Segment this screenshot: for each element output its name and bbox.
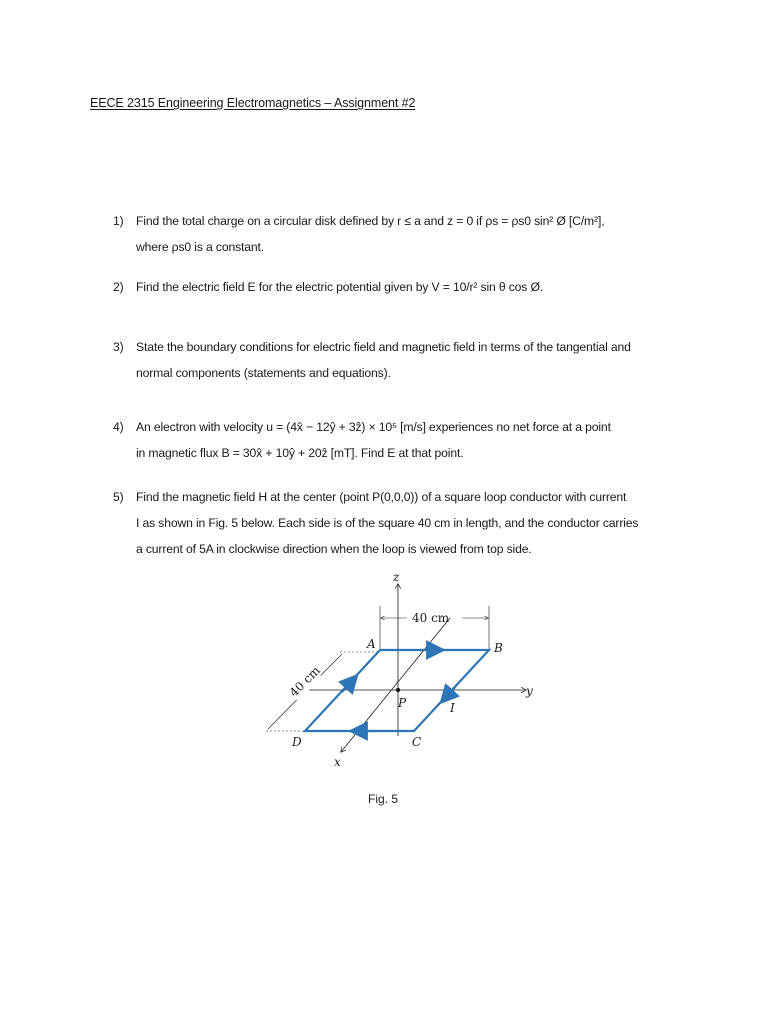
question-text: Find the electric field E for the electric potential given by V = 10/r² sin θ cos Ø.: [136, 280, 544, 294]
corner-label-b: B: [494, 641, 503, 655]
question-4-line-1: [113, 414, 611, 440]
x-axis-label: x: [334, 755, 341, 769]
question-3: [113, 334, 631, 386]
question-5-line-2: I as shown in Fig. 5 below. Each side is of the square 40 cm in length, and the conductor carries: [136, 516, 639, 530]
square-loop-diagram: [250, 566, 550, 776]
question-1-line-2: where ρs0 is a constant.: [136, 240, 264, 254]
question-text: An electron with velocity u = (4x̂ − 12ŷ + 3ẑ) × 10⁵ [m/s] experiences no net force at a point: [136, 420, 611, 434]
question-number: 4): [113, 420, 124, 434]
question-5: [113, 484, 638, 562]
current-arrow-right: [446, 686, 456, 697]
corner-label-a: A: [367, 637, 376, 651]
question-4: [113, 414, 611, 466]
question-2: [113, 274, 543, 300]
question-text: Find the magnetic field H at the center (point P(0,0,0)) of a square loop conductor with current: [136, 490, 627, 504]
question-text: State the boundary conditions for electric field and magnetic field in terms of the tangential and: [136, 340, 631, 354]
corner-label-d: D: [292, 735, 302, 749]
y-axis-label: y: [526, 684, 533, 698]
question-2-line-1: [113, 274, 543, 300]
point-label-p: P: [398, 696, 407, 710]
side-dimension-label: 40 cm: [286, 663, 323, 700]
question-number: 1): [113, 214, 124, 228]
question-1: [113, 208, 604, 260]
question-1-line-1: [113, 208, 604, 234]
question-4-line-2: in magnetic flux B = 30x̂ + 10ŷ + 20ẑ [mT]. Find E at that point.: [136, 446, 464, 460]
z-axis-label: z: [393, 570, 400, 584]
current-label-i: I: [450, 701, 455, 715]
question-3-line-1: [113, 334, 631, 360]
question-number: 5): [113, 490, 124, 504]
question-5-line-3: a current of 5A in clockwise direction when the loop is viewed from top side.: [136, 542, 532, 556]
question-number: 2): [113, 280, 124, 294]
figure-5: [250, 566, 550, 776]
top-dimension-label: 40 cm: [412, 611, 450, 625]
assignment-header: EECE 2315 Engineering Electromagnetics – Assignment #2: [90, 96, 416, 110]
question-5-line-1: [113, 484, 638, 510]
figure-caption: Fig. 5: [368, 792, 399, 806]
question-number: 3): [113, 340, 124, 354]
question-text: Find the total charge on a circular disk defined by r ≤ a and z = 0 if ρs = ρs0 sin² Ø [C/m²],: [136, 214, 605, 228]
corner-label-c: C: [412, 735, 422, 749]
center-point-p: [396, 688, 400, 692]
question-3-line-2: normal components (statements and equations).: [136, 366, 391, 380]
